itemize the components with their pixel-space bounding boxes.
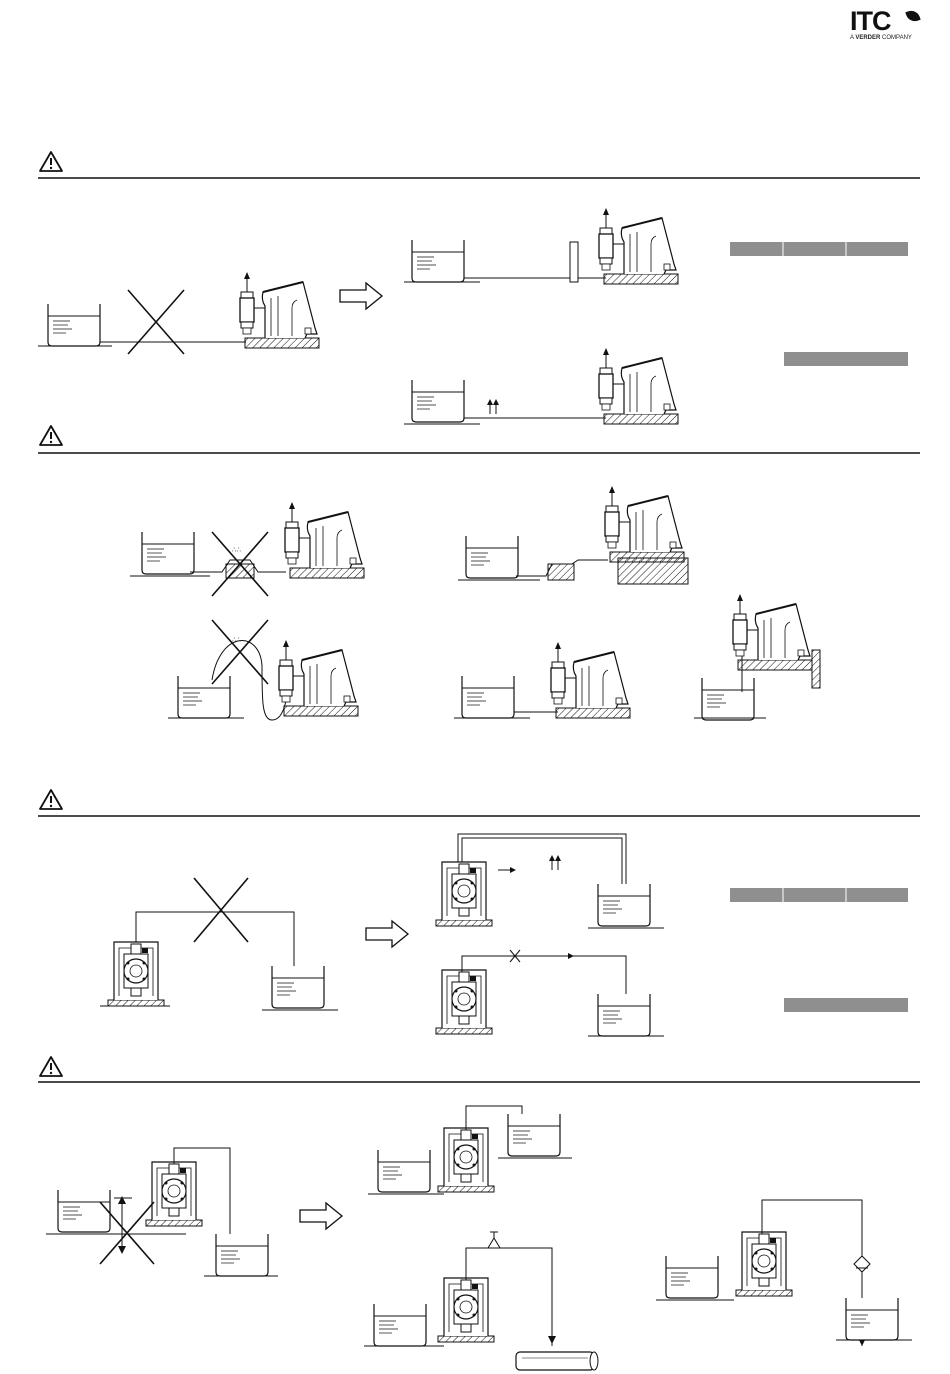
dosing-pump-front xyxy=(146,1162,202,1226)
check-valve-icon xyxy=(854,1256,870,1272)
cross-mark-icon xyxy=(194,878,248,942)
section-3 xyxy=(38,790,920,1036)
tank xyxy=(58,1190,110,1232)
tank xyxy=(142,532,194,574)
tank xyxy=(412,240,464,282)
tank xyxy=(178,676,230,718)
section-2 xyxy=(38,426,920,720)
cross-mark-icon xyxy=(128,290,184,354)
tank xyxy=(412,380,464,422)
hollow-arrow-icon xyxy=(340,283,382,309)
calibration-column xyxy=(570,242,578,282)
tank xyxy=(598,884,650,926)
logo-tagline: A VERDER COMPANY xyxy=(850,35,912,41)
tank xyxy=(374,1304,426,1346)
cross-mark-icon xyxy=(212,532,268,596)
spec-bar xyxy=(730,888,908,902)
dosing-pump-front xyxy=(736,1232,792,1296)
tank xyxy=(846,1298,898,1340)
logo-wordmark: ITC xyxy=(850,6,891,36)
tank xyxy=(702,678,754,720)
dosing-pump xyxy=(285,502,364,578)
spec-bar xyxy=(784,352,908,366)
tank xyxy=(272,966,324,1008)
dosing-pump xyxy=(733,594,812,670)
double-up-arrow-icon xyxy=(549,855,561,870)
dosing-pump xyxy=(599,348,678,424)
dosing-pump-front xyxy=(438,1128,494,1192)
svg-text:∴∴: ∴∴ xyxy=(232,546,241,554)
tank xyxy=(466,536,518,578)
dosing-pump xyxy=(605,486,684,562)
spec-bar xyxy=(784,998,908,1012)
dosing-pump-front xyxy=(436,970,492,1034)
tank xyxy=(666,1256,718,1298)
tank xyxy=(378,1150,430,1192)
hollow-arrow-icon xyxy=(366,921,408,947)
warning-icon xyxy=(40,152,62,171)
dosing-pump xyxy=(279,640,358,716)
section-1 xyxy=(38,152,920,424)
dosing-pump-front xyxy=(436,862,492,926)
warning-icon xyxy=(40,1057,62,1076)
tank xyxy=(508,1114,560,1156)
warning-icon xyxy=(40,426,62,445)
process-pipe xyxy=(516,1352,594,1370)
dosing-pump xyxy=(599,208,678,284)
svg-text:∴∴: ∴∴ xyxy=(232,636,241,644)
warning-icon xyxy=(40,790,62,809)
dosing-pump xyxy=(240,272,319,348)
section-4 xyxy=(38,1057,920,1370)
anti-siphon-valve-icon xyxy=(488,1238,500,1248)
dosing-pump-front xyxy=(438,1278,494,1342)
cross-mark-icon xyxy=(212,620,268,684)
spec-bar xyxy=(730,242,908,256)
dosing-pump-front xyxy=(108,942,164,1006)
tank xyxy=(598,994,650,1036)
dosing-pump xyxy=(551,642,630,718)
tank xyxy=(216,1234,268,1276)
hollow-arrow-icon xyxy=(300,1203,342,1229)
tank xyxy=(48,304,100,346)
cross-mark-icon xyxy=(100,1202,154,1264)
tank xyxy=(462,676,514,718)
double-up-arrow-icon xyxy=(487,399,499,414)
